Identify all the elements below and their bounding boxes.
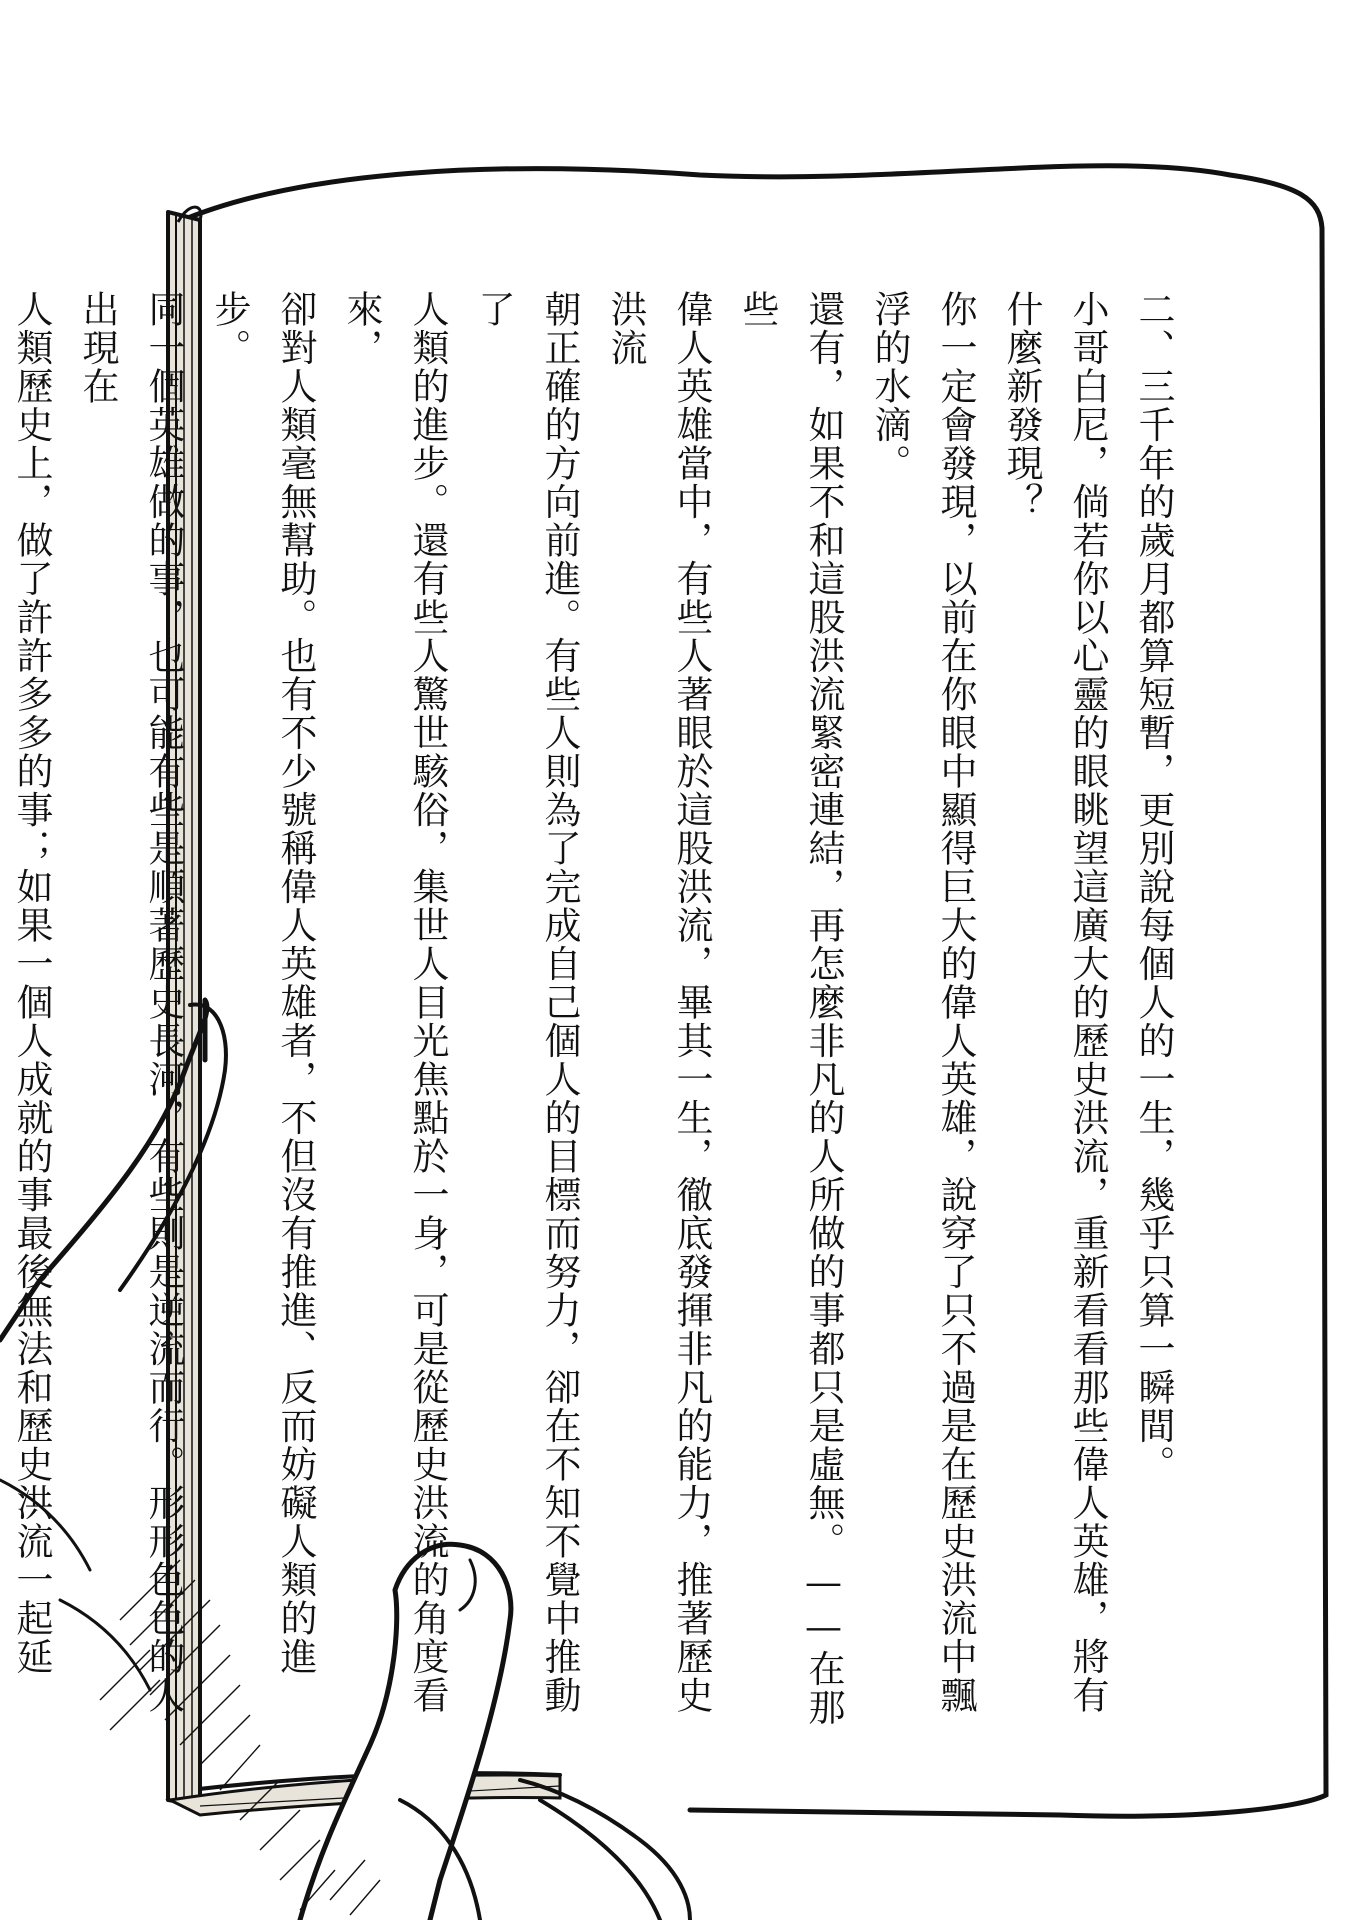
text-line: 還有，如果不和這股洪流緊密連結，再怎麼非凡的人所做的事都只是虛無。——在那些 <box>736 290 845 1727</box>
text-line: 你一定會發現，以前在你眼中顯得巨大的偉人英雄，說穿了只不過是在歷史洪流中飄浮的水滴。 <box>868 290 977 1715</box>
text-line: 人類歷史上，做了許許多多的事；如果一個人成就的事最後無法和歷史洪流一起延 <box>10 290 53 1676</box>
text-line: 偉人英雄當中，有些人著眼於這股洪流，畢其一生，徹底發揮非凡的能力，推著歷史洪流 <box>604 290 713 1715</box>
text-line: 同一個英雄做的事，也可能有些是順著歷史長河，有些則是逆流而行。形形色色的人出現在 <box>76 290 185 1715</box>
text-line: 朝正確的方向前進。有些人則為了完成自己個人的目標而努力，卻在不知不覺中推動了 <box>472 290 581 1715</box>
book-page-text <box>10 290 1186 1740</box>
text-line: 卻對人類毫無幫助。也有不少號稱偉人英雄者，不但沒有推進、反而妨礙人類的進步。 <box>208 290 317 1676</box>
text-line: 小哥白尼，倘若你以心靈的眼眺望這廣大的歷史洪流，重新看看那些偉人英雄，將有什麼新發現？ <box>1000 290 1109 1715</box>
text-line: 二、三千年的歲月都算短暫，更別說每個人的一生，幾乎只算一瞬間。 <box>1132 290 1175 1484</box>
text-line: 人類的進步。還有些人驚世駭俗，集世人目光焦點於一身，可是從歷史洪流的角度看來， <box>340 290 449 1715</box>
